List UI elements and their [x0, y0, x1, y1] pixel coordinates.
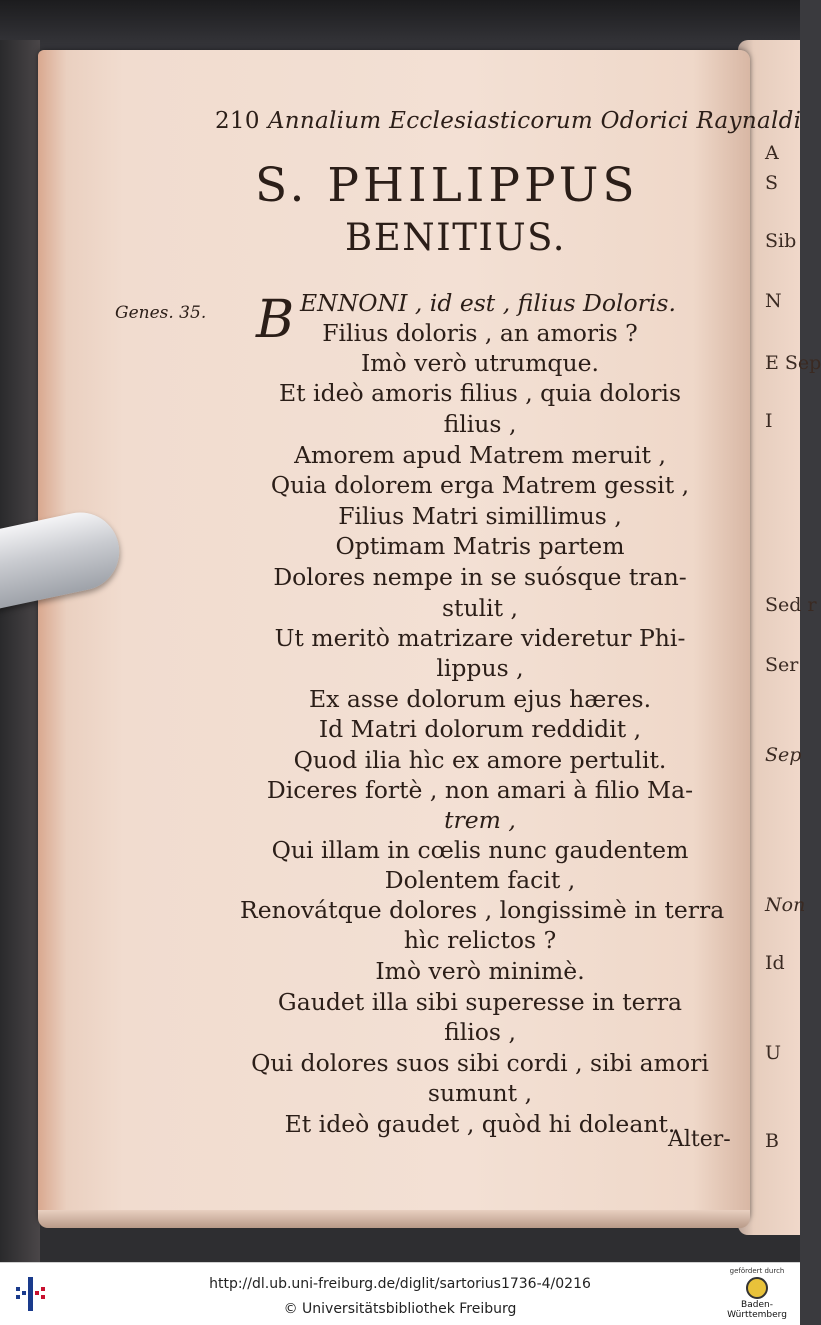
- text-line: Quia dolorem erga Matrem gessit ,: [270, 471, 690, 499]
- text-line: Ex asse dolorum ejus hæres.: [308, 685, 652, 713]
- funded-by-label: gefördert durch: [729, 1267, 785, 1275]
- facing-page-fragment: N: [765, 290, 782, 312]
- text-line: filios ,: [444, 1018, 516, 1046]
- text-line: Gaudet illa sibi superesse in terra: [277, 988, 683, 1016]
- funder-name: Baden-Württemberg: [727, 1300, 787, 1320]
- margin-reference: Genes. 35.: [115, 303, 207, 323]
- text-line: sumunt ,: [427, 1079, 533, 1107]
- copyright-notice: © Universitätsbibliothek Freiburg: [283, 1301, 517, 1317]
- text-line: hìc relictos ?: [403, 926, 557, 954]
- text-line: ENNONI , id est , filius Doloris.: [300, 289, 676, 317]
- text-line: Ut meritò matrizare videretur Phi-: [274, 624, 686, 652]
- facing-page-fragment: Ser: [765, 654, 799, 676]
- text-line: Dolentem facit ,: [384, 866, 576, 894]
- text-line: trem ,: [444, 806, 516, 834]
- page-number: 210: [215, 108, 260, 134]
- facing-page-fragment: S: [765, 172, 779, 194]
- text-line: Qui dolores suos sibi cordi , sibi amori: [251, 1049, 709, 1077]
- text-line: Quod ilia hìc ex amore pertulit.: [293, 746, 667, 774]
- viewer-footer: [0, 1262, 800, 1325]
- facing-page-fragment: Id: [765, 952, 785, 974]
- funder-badge[interactable]: [722, 1267, 792, 1320]
- text-line: stulit ,: [441, 594, 519, 622]
- text-line: Amorem apud Matrem meruit ,: [294, 441, 666, 469]
- text-line: Imò verò utrumque.: [360, 349, 599, 377]
- text-line: Id Matri dolorum reddidit ,: [318, 715, 642, 743]
- facing-page-fragment: Sib: [765, 230, 797, 252]
- permalink-url[interactable]: http://dl.ub.uni-freiburg.de/diglit/sartorius1736-4/0216: [209, 1276, 591, 1292]
- catchword: Alter-: [668, 1127, 731, 1152]
- running-title: Annalium Ecclesiasticorum Odorici Raynaldi: [267, 108, 802, 134]
- drop-cap: B: [256, 290, 295, 350]
- text-line: Renovátque dolores , longissimè in terra: [240, 896, 725, 924]
- saint-name-title-line2: BENITIUS.: [345, 216, 566, 259]
- facing-page-fragment: I: [765, 410, 773, 432]
- text-line: Imò verò minimè.: [375, 957, 585, 985]
- text-line: Filius Matri simillimus ,: [338, 502, 622, 530]
- text-line: lippus ,: [436, 654, 524, 682]
- facing-page-fragment: E Sep: [765, 352, 821, 374]
- text-line: Et ideò gaudet , quòd hi doleant.: [284, 1110, 676, 1138]
- state-crest-icon: [746, 1277, 768, 1299]
- page-edge: [38, 1210, 750, 1228]
- facing-page-fragment: Non: [765, 894, 806, 916]
- facing-page-fragment: B: [765, 1130, 779, 1152]
- saint-name-title: S. PHILIPPUS: [255, 158, 639, 213]
- text-line: Et ideò amoris filius , quia doloris: [278, 379, 682, 407]
- text-line: filius ,: [443, 410, 517, 438]
- facing-page-fragment: Sep: [765, 744, 802, 766]
- facing-page-fragment: A: [765, 142, 779, 164]
- book-cover-left: [0, 40, 40, 1262]
- facing-page-fragment: U: [765, 1042, 782, 1064]
- text-line: Dolores nempe in se suósque tran-: [273, 563, 687, 591]
- running-header: [215, 108, 801, 134]
- text-line: Qui illam in cœlis nunc gaudentem: [271, 836, 689, 864]
- text-line: Diceres fortè , non amari à filio Ma-: [266, 776, 694, 804]
- text-line: Filius doloris , an amoris ?: [322, 319, 638, 347]
- text-line: Optimam Matris partem: [335, 532, 625, 560]
- facing-page-fragment: Sed r: [765, 594, 817, 616]
